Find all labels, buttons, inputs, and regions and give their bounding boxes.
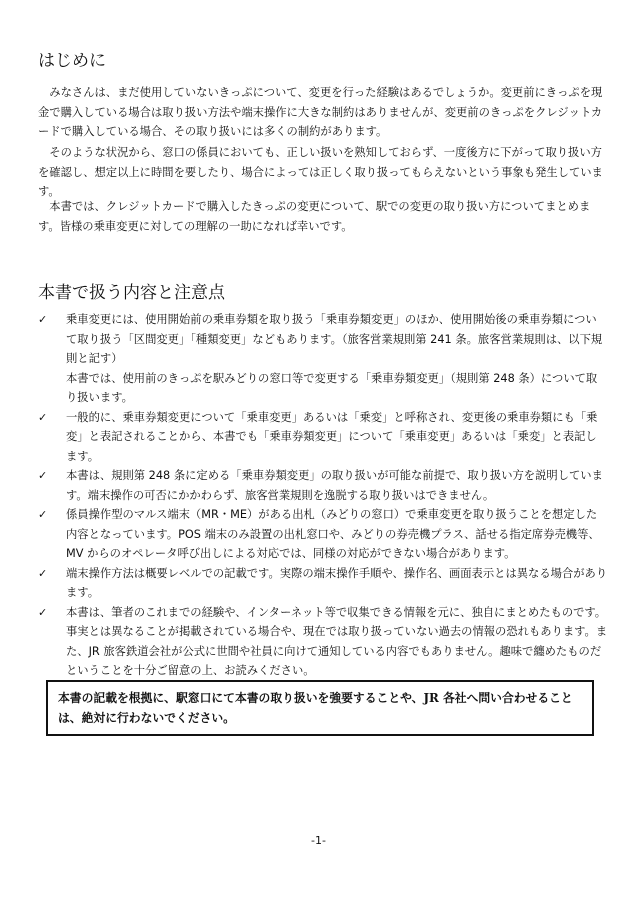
checklist-item	[38, 408, 608, 467]
scope-heading: 本書で扱う内容と注意点	[38, 283, 225, 303]
page-number: -1-	[311, 834, 326, 847]
checklist-item-text: 端末操作方法は概要レベルでの記載です。実際の端末操作手順や、操作名、画面表示とは異なる場合があります。	[66, 566, 608, 599]
intro-heading: はじめに	[38, 51, 106, 71]
intro-paragraph-3: 本書では、クレジットカードで購入したきっぷの変更について、駅での変更の取り扱い方についてまとめます。皆様の乗車変更に対しての理解の一助になれば幸いです。	[38, 200, 591, 233]
checkmark-icon: ✓	[38, 605, 48, 619]
checkmark-icon: ✓	[38, 469, 48, 482]
checklist-item-subtext: 本書では、使用前のきっぷを駅みどりの窓口等で変更する「乗車券類変更」（規則第 248 条）について取り扱います。	[66, 371, 598, 404]
scope-checklist	[38, 310, 608, 681]
checklist-item-text: 係員操作型のマルス端末（MR・ME）がある出札（みどりの窓口）で乗車変更を取り扱うことを想定した内容となっています。POS 端末のみ設置の出札窓口や、みどりの券売機プラス、話せる指定席券売機等、MV からのオペレータ呼び出しによる対応では、同様の対応ができない場合があります。	[66, 508, 600, 560]
warning-notice-box	[46, 680, 594, 736]
checklist-item-text: 本書は、規則第 248 条に定める「乗車券類変更」の取り扱いが可能な前提で、取り扱い方を説明しています。端末操作の可否にかかわらず、旅客営業規則を逸脱する取り扱いはできません。	[66, 469, 603, 502]
checklist-item	[38, 310, 608, 408]
checkmark-icon: ✓	[38, 508, 48, 521]
checkmark-icon: ✓	[38, 566, 48, 580]
checklist-item-text: 乗車変更には、使用開始前の乗車券類を取り扱う「乗車券類変更」のほか、使用開始後の乗車券類について取り扱う「区間変更」「種類変更」などもあります。（旅客営業規則第 241 条。旅客営業規則は、以下規則と記す）	[66, 313, 603, 365]
intro-paragraph-1: みなさんは、まだ使用していないきっぷについて、変更を行った経験はあるでしょうか。変更前にきっぷを現金で購入している場合は取り扱い方法や端末操作に大きな制約はありませんが、変更前のきっぷをクレジットカードで購入している場合、その取り扱いには多くの制約があります。	[38, 86, 603, 138]
checklist-item	[38, 564, 608, 603]
checkmark-icon: ✓	[38, 313, 48, 326]
warning-notice-text: 本書の記載を根拠に、駅窓口にて本書の取り扱いを強要することや、JR 各社へ問い合わせることは、絶対に行わないでください。	[58, 691, 573, 725]
checklist-item	[38, 505, 608, 564]
checklist-item-text: 一般的に、乗車券類変更について「乗車変更」あるいは「乗変」と呼称され、変更後の乗車券類にも「乗変」と表記されることから、本書でも「乗車券類変更」について「乗車変更」あるいは「乗変」と表記します。	[66, 410, 598, 463]
checklist-item-text: 本書は、筆者のこれまでの経験や、インターネット等で収集できる情報を元に、独自にまとめたものです。事実とは異なることが掲載されている場合や、現在では取り扱っていない過去の情報の恐れもあります。また、JR 旅客鉄道会社が公式に世間や社員に向けて通知している内容でもありません。趣味で纏めたものだということを十分ご留意の上、お読みください。	[66, 605, 608, 677]
checkmark-icon: ✓	[38, 410, 48, 424]
checklist-item	[38, 466, 608, 505]
intro-paragraph-2: そのような状況から、窓口の係員においても、正しい扱いを熟知しておらず、一度後方に下がって取り扱い方を確認し、想定以上に時間を要したり、場合によっては正しく取り扱ってもらえないという事象も発生しています。	[38, 146, 603, 198]
checklist-item	[38, 603, 608, 681]
